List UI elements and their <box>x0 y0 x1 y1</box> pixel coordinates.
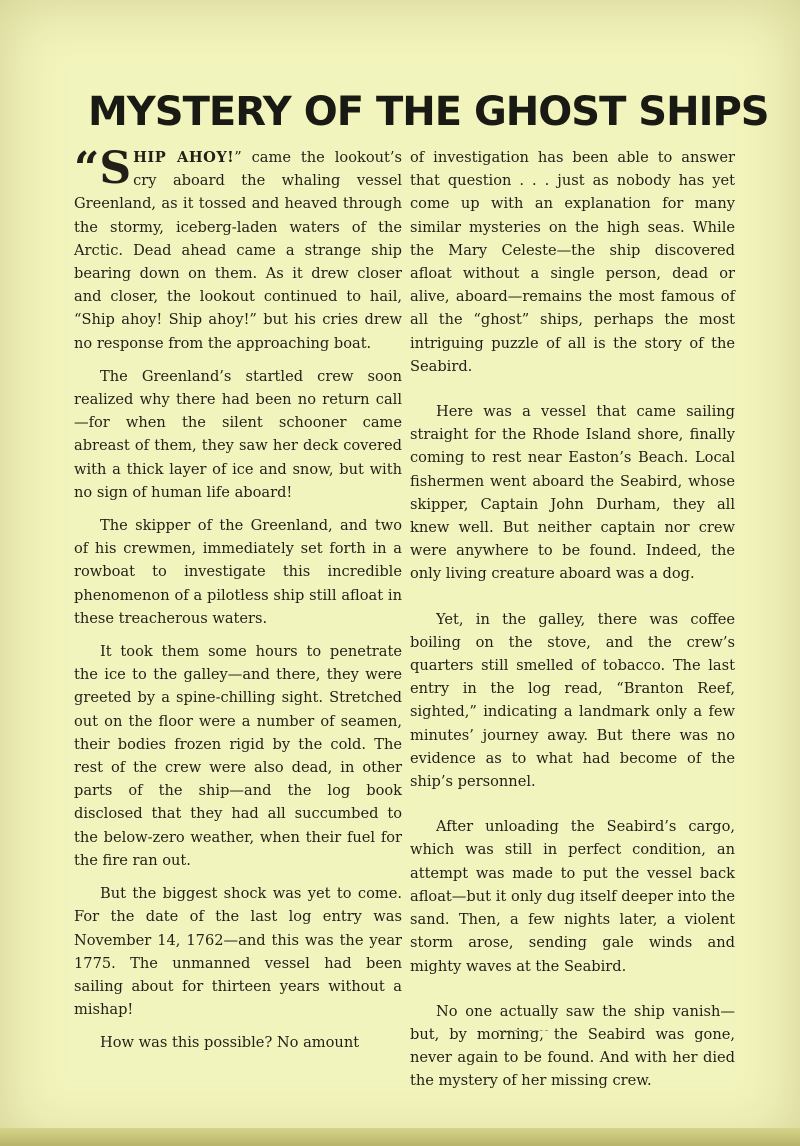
drop-cap-quote: “ <box>74 143 100 194</box>
paragraph-2: The Greenland’s startled crew soon realized why there had been no return call—for when the silent schooner came abreast of them, they saw her deck covered with a thick layer of ice and snow, but with no sign of human life aboard! <box>74 367 402 501</box>
drop-cap-letter: S <box>99 143 132 194</box>
right-column <box>410 146 735 1093</box>
paragraph-1-text: ” came the lookout’s cry aboard the whaling vessel Greenland, as it tossed and heaved through the stormy, iceberg-laden waters of the Arctic. Dead ahead came a strange ship bearing down on them. As it drew closer and closer, the lookout continued to hail, “Ship ahoy! Ship ahoy!” but his cries drew no response from the approaching boat. <box>74 149 402 352</box>
left-column <box>74 143 402 1055</box>
article-title: MYSTERY OF THE GHOST SHIPS <box>88 89 769 135</box>
page-bottom-edge <box>0 1128 800 1146</box>
drop-cap <box>74 143 132 194</box>
end-flourish <box>498 1030 548 1035</box>
paragraph-11: No one actually saw the ship vanish—but, by morning, the Seabird was gone, never again to be found. And with her died the mystery of her missing crew. <box>410 1002 735 1090</box>
opening-words: HIP AHOY! <box>133 149 235 166</box>
paragraph-1 <box>74 143 402 355</box>
paragraph-6: How was this possible? No amount <box>100 1034 360 1052</box>
paragraph-4: It took them some hours to penetrate the ice to the galley—and there, they were greeted by a spine-chilling sight. Stretched out on the floor were a number of seamen, their bodies frozen rigid by the cold. The rest of the crew were also dead, in other parts of the ship—and the log book disclosed that they had all succumbed to the below-zero weather, when their fuel for the fire ran out. <box>74 643 402 869</box>
paragraph-10: After unloading the Seabird’s cargo, which was still in perfect condition, an attempt was made to put the vessel back afloat—but it only dug itself deeper into the sand. Then, a few nights later, a violent storm arose, sending gale winds and mighty waves at the Seabird. <box>410 818 735 975</box>
paragraph-5: But the biggest shock was yet to come. For the date of the last log entry was November 14, 1762—and this was the year 1775. The unmanned vessel had been sailing about for thirteen years without a mishap! <box>74 885 402 1019</box>
paragraph-8: Here was a vessel that came sailing straight for the Rhode Island shore, finally coming to rest near Easton’s Beach. Local fishermen went aboard the Seabird, whose skipper, Captain John Durham, they all knew well. But neither captain nor crew were anywhere to be found. Indeed, the only living creature aboard was a dog. <box>410 403 735 583</box>
paragraph-7: of investigation has been able to answer that question . . . just as nobody has yet come up with an explanation for many similar mysteries on the high seas. While the Mary Celeste—the ship discovered afloat without a single person, dead or alive, aboard—remains the most famous of all the “ghost” ships, perhaps the most intriguing puzzle of all is the story of the Seabird. <box>410 149 735 375</box>
paragraph-9: Yet, in the galley, there was coffee boiling on the stove, and the crew’s quarters still smelled of tobacco. The last entry in the log read, “Branton Reef, sighted,” indicating a landmark only a few minutes’ journey away. But there was no evidence as to what had become of the ship’s personnel. <box>410 610 735 791</box>
paragraph-3: The skipper of the Greenland, and two of his crewmen, immediately set forth in a rowboat to investigate this incredible phenomenon of a pilotless ship still afloat in these treacherous waters. <box>74 517 402 627</box>
